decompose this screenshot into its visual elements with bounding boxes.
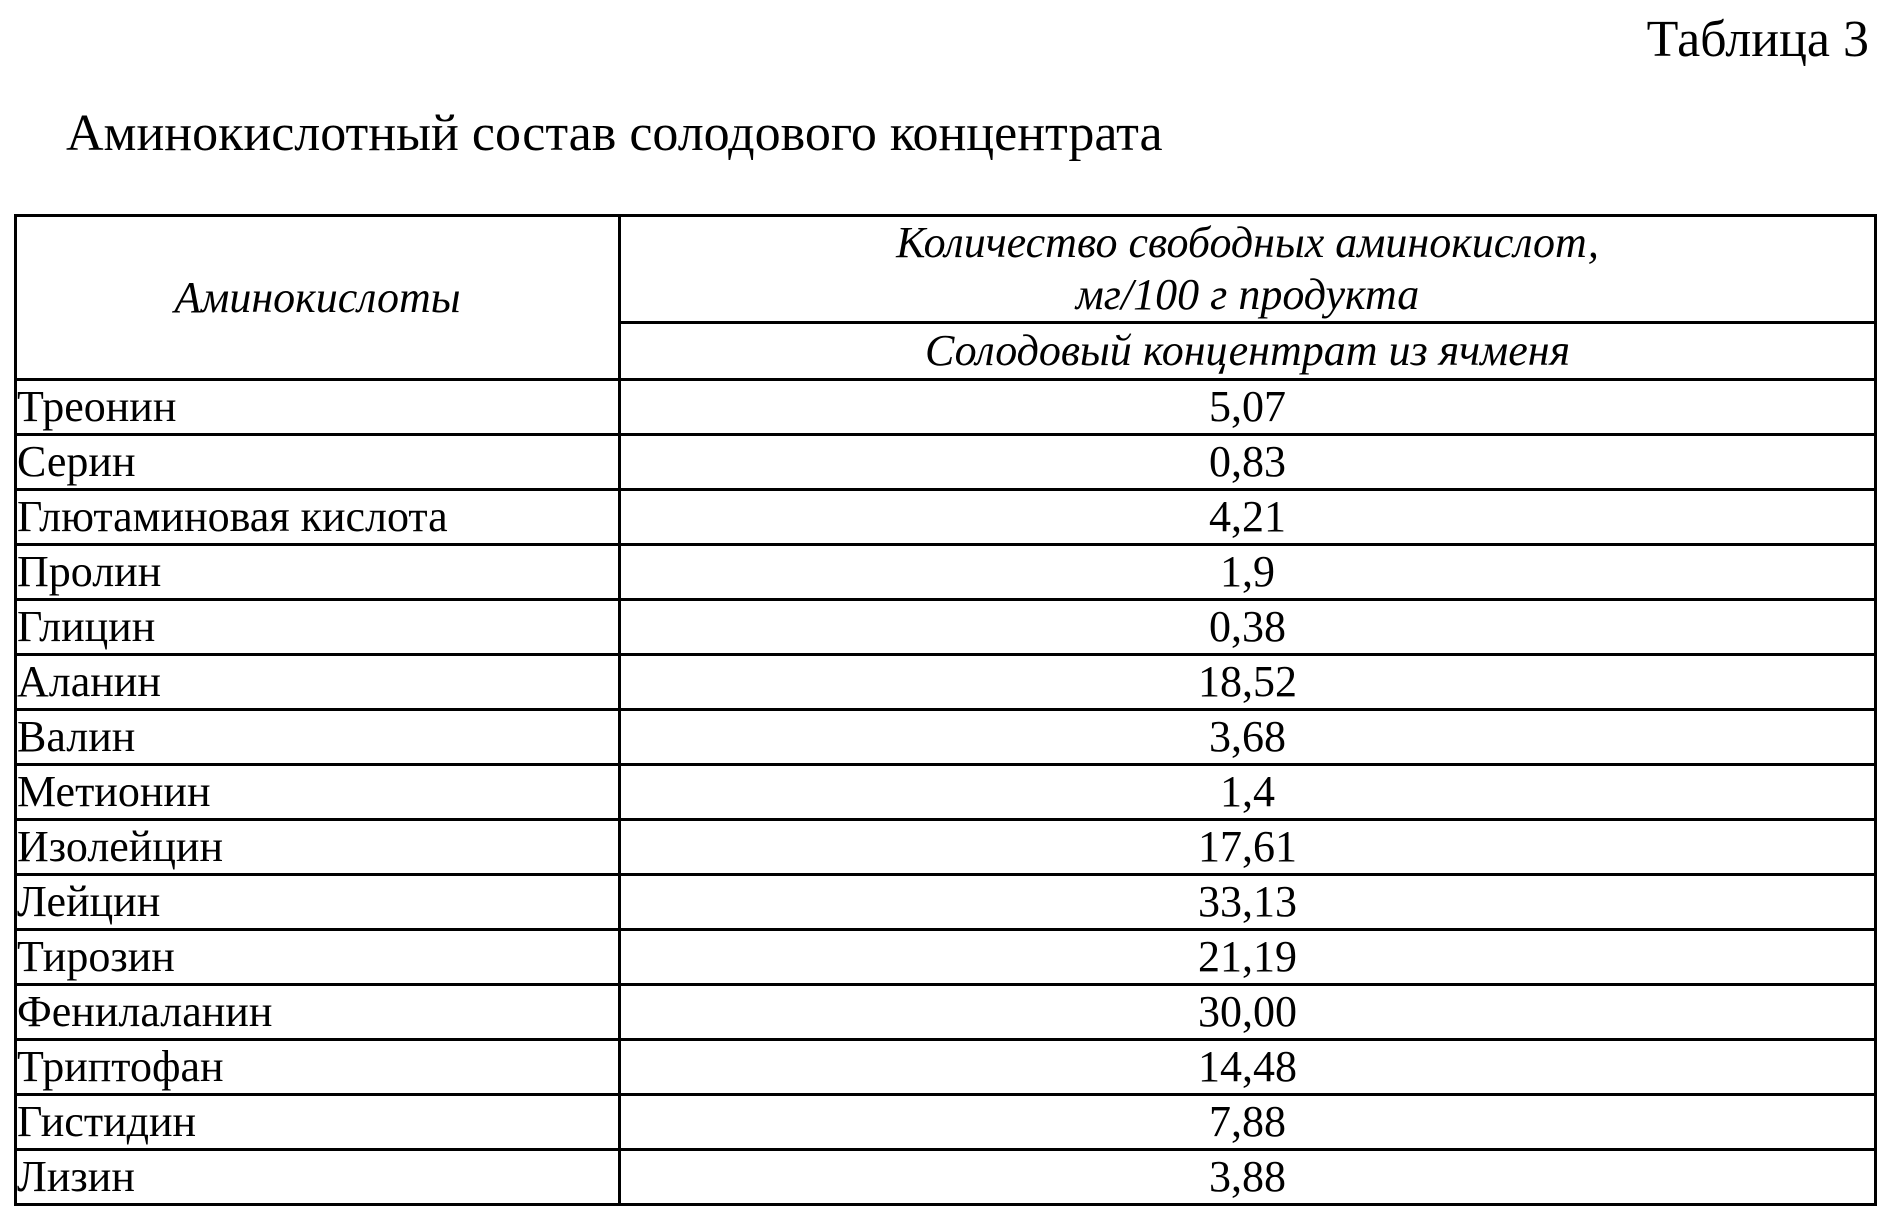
header-amino-acids: Аминокислоты bbox=[16, 216, 620, 380]
table-row bbox=[16, 1040, 1876, 1095]
amino-acid-amount: 18,52 bbox=[620, 655, 1876, 710]
amino-acid-name: Фенилаланин bbox=[16, 985, 620, 1040]
header-barley-malt-concentrate: Солодовый концентрат из ячменя bbox=[620, 323, 1876, 380]
amino-acid-amount: 0,38 bbox=[620, 600, 1876, 655]
amino-acid-amount: 0,83 bbox=[620, 435, 1876, 490]
table-number-label: Таблица 3 bbox=[1646, 11, 1869, 68]
table-row bbox=[16, 435, 1876, 490]
amino-acid-table bbox=[14, 214, 1877, 1206]
table-row bbox=[16, 1150, 1876, 1205]
amino-acid-name: Триптофан bbox=[16, 1040, 620, 1095]
amino-acid-name: Метионин bbox=[16, 765, 620, 820]
table-row bbox=[16, 710, 1876, 765]
table-row bbox=[16, 875, 1876, 930]
amino-acid-name: Глютаминовая кислота bbox=[16, 490, 620, 545]
amino-acid-name: Пролин bbox=[16, 545, 620, 600]
amino-acid-amount: 33,13 bbox=[620, 875, 1876, 930]
amino-acid-name: Лизин bbox=[16, 1150, 620, 1205]
header-amount-line-1: Количество свободных аминокислот, bbox=[896, 218, 1599, 267]
table-row bbox=[16, 930, 1876, 985]
amino-acid-name: Гистидин bbox=[16, 1095, 620, 1150]
amino-acid-amount: 5,07 bbox=[620, 380, 1876, 435]
amino-acid-amount: 17,61 bbox=[620, 820, 1876, 875]
amino-acid-name: Глицин bbox=[16, 600, 620, 655]
table-row bbox=[16, 1095, 1876, 1150]
amino-acid-amount: 30,00 bbox=[620, 985, 1876, 1040]
amino-acid-amount: 7,88 bbox=[620, 1095, 1876, 1150]
table-row bbox=[16, 380, 1876, 435]
amino-acid-amount: 3,88 bbox=[620, 1150, 1876, 1205]
table-body bbox=[16, 380, 1876, 1205]
table-row bbox=[16, 765, 1876, 820]
amino-acid-name: Лейцин bbox=[16, 875, 620, 930]
table-row bbox=[16, 600, 1876, 655]
table-header bbox=[16, 216, 1876, 380]
amino-acid-amount: 14,48 bbox=[620, 1040, 1876, 1095]
amino-acid-amount: 1,4 bbox=[620, 765, 1876, 820]
amino-acid-amount: 21,19 bbox=[620, 930, 1876, 985]
amino-acid-name: Валин bbox=[16, 710, 620, 765]
header-free-amino-acid-amount bbox=[620, 216, 1876, 323]
table-row bbox=[16, 490, 1876, 545]
amino-acid-name: Изолейцин bbox=[16, 820, 620, 875]
header-amount-line-2: мг/100 г продукта bbox=[1075, 270, 1420, 319]
document-title: Аминокислотный состав солодового концентрата bbox=[66, 105, 1163, 162]
table-row bbox=[16, 545, 1876, 600]
amino-acid-name: Тирозин bbox=[16, 930, 620, 985]
amino-acid-amount: 4,21 bbox=[620, 490, 1876, 545]
table-row bbox=[16, 985, 1876, 1040]
amino-acid-amount: 3,68 bbox=[620, 710, 1876, 765]
amino-acid-name: Серин bbox=[16, 435, 620, 490]
amino-acid-name: Треонин bbox=[16, 380, 620, 435]
table-row bbox=[16, 820, 1876, 875]
amino-acid-name: Аланин bbox=[16, 655, 620, 710]
table-row bbox=[16, 655, 1876, 710]
amino-acid-amount: 1,9 bbox=[620, 545, 1876, 600]
